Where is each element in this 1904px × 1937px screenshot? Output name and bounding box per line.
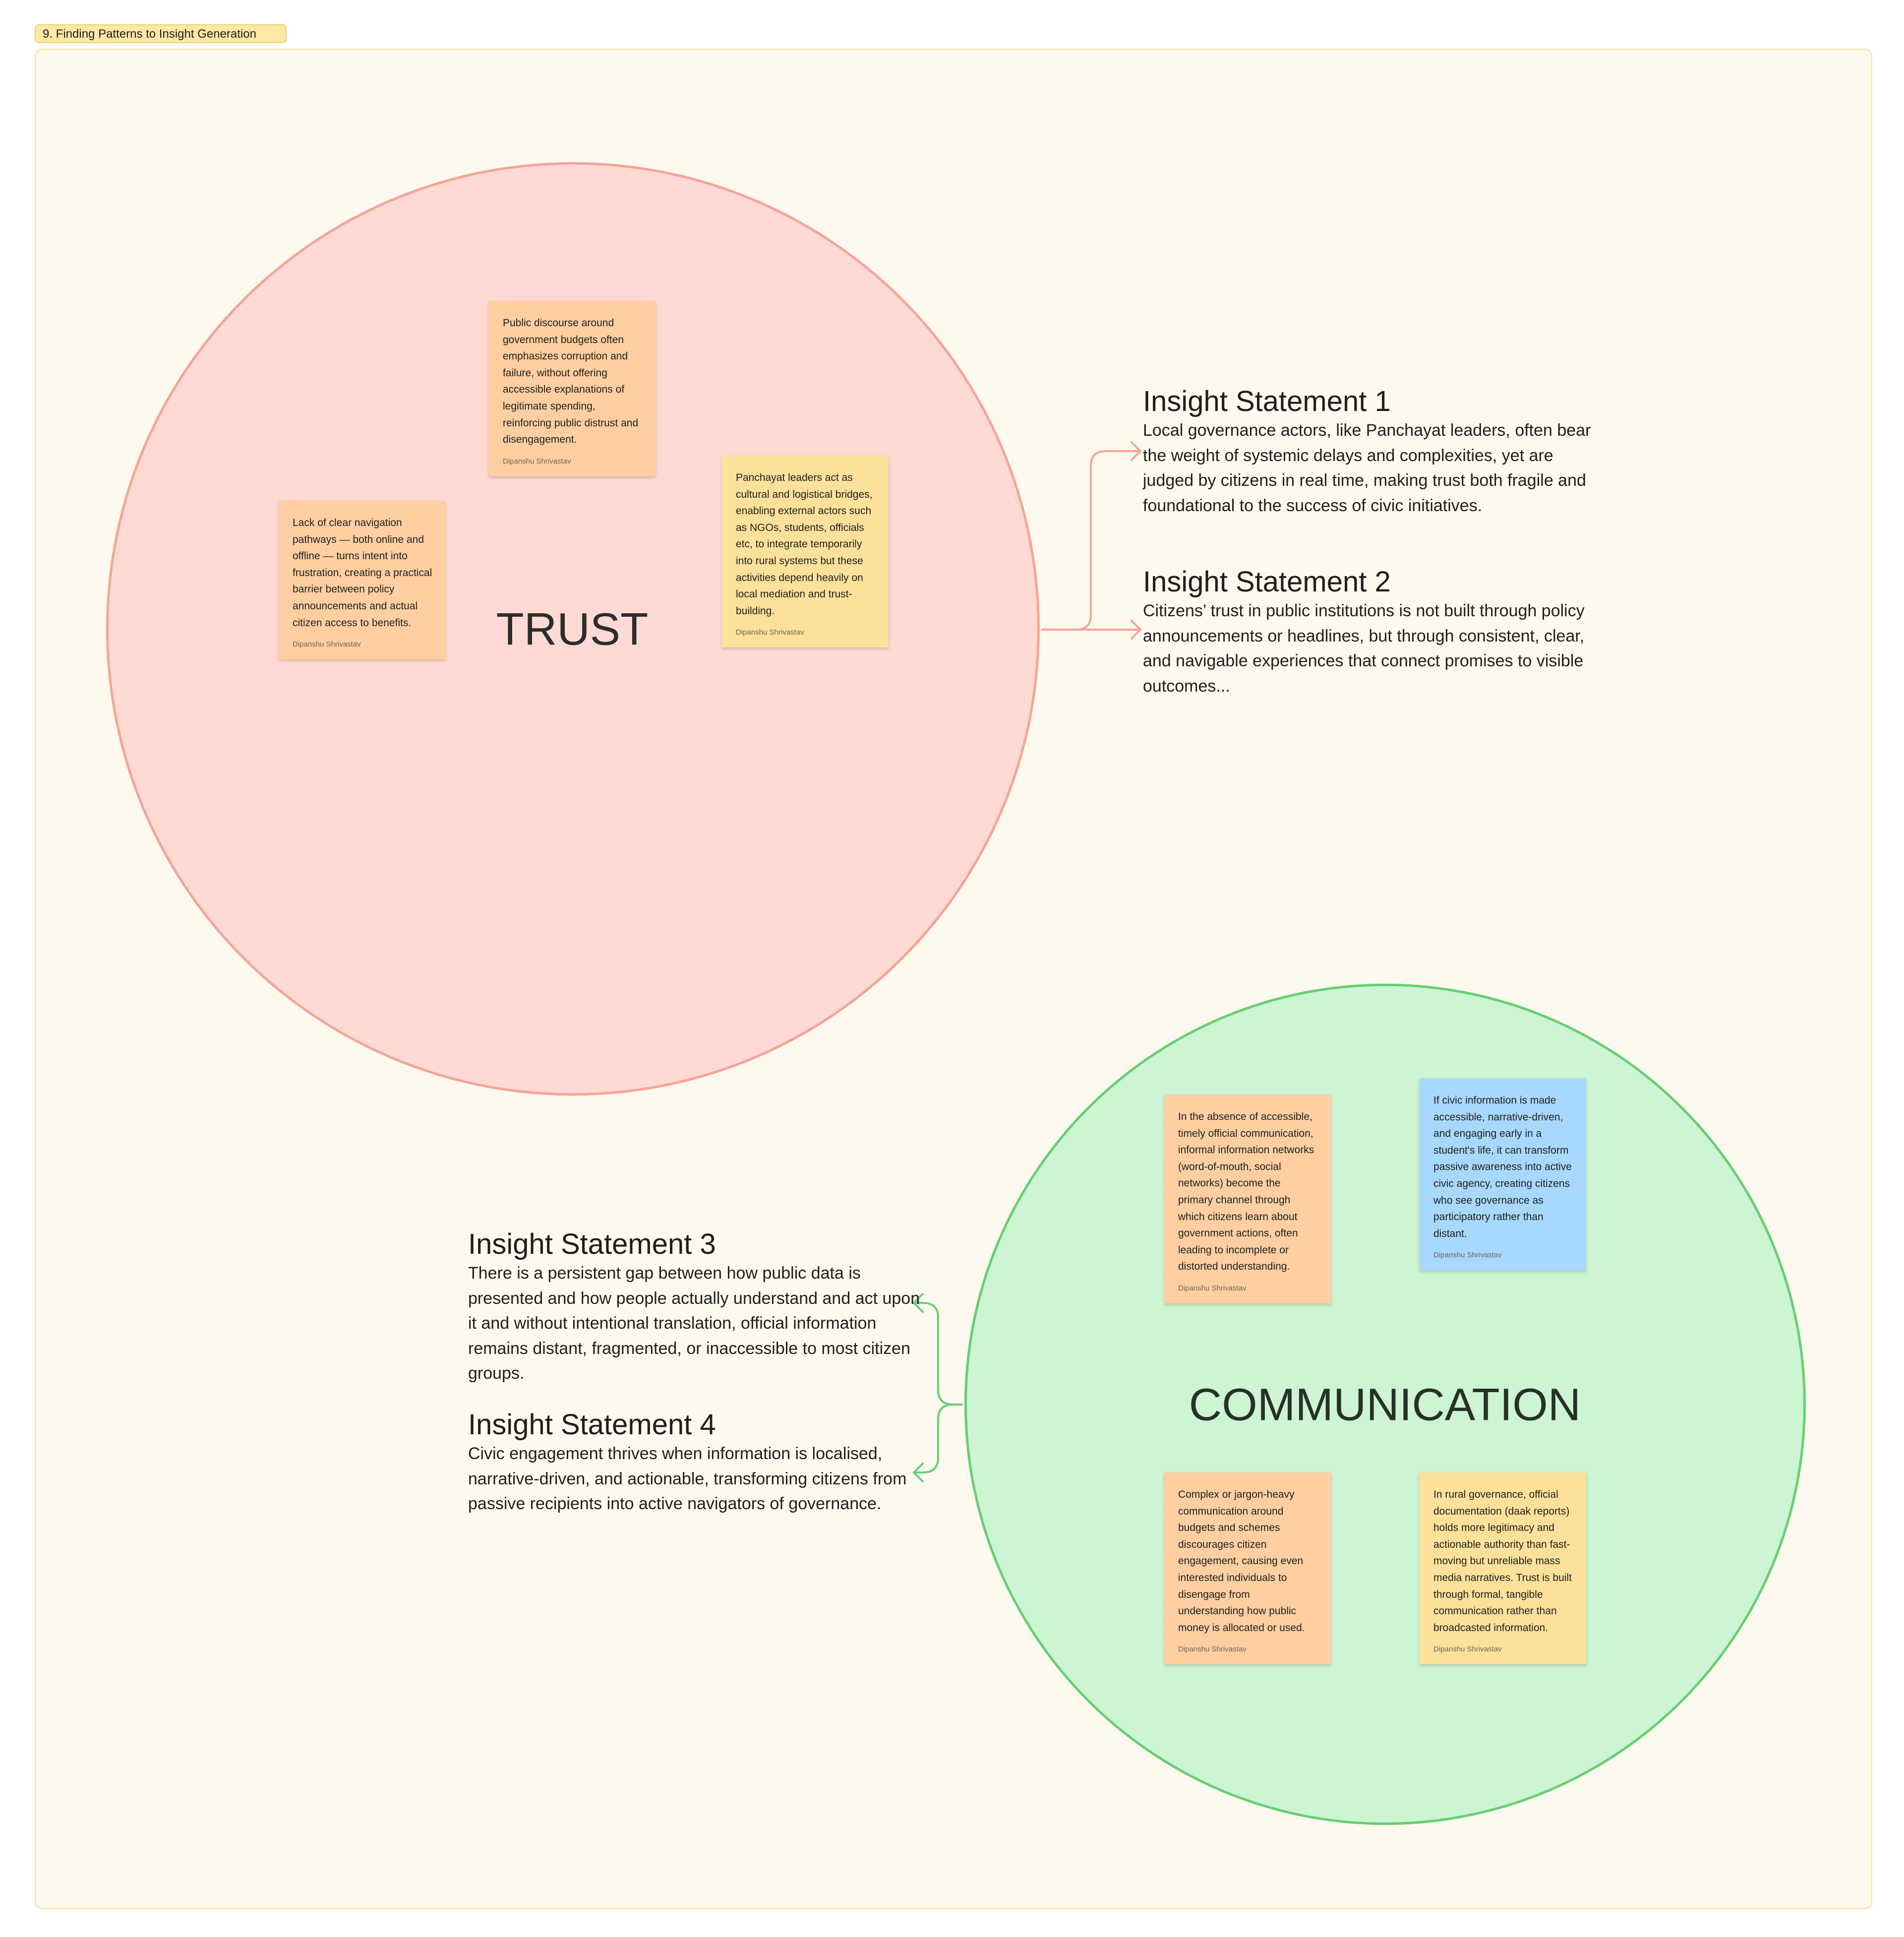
sticky-note-text: Lack of clear navigation pathways — both online and offline — turns intent into frustration, creating a practical barrier between policy announcements and actual citizen access to benefits.: [293, 517, 432, 629]
insight-statement[interactable]: [468, 1409, 924, 1517]
sticky-note-text: Public discourse around government budgets often emphasizes corruption and failure, without offering accessible explanations of legitimate spending, reinforcing public distrust and disengagement.: [503, 317, 639, 446]
insight-title: Insight Statement 3: [468, 1228, 716, 1260]
sticky-note-author: Dipanshu Shrivastav: [503, 457, 571, 466]
sticky-note[interactable]: [1420, 1078, 1586, 1270]
frame-label[interactable]: 9. Finding Patterns to Insight Generation: [35, 24, 287, 43]
sticky-note-text: Complex or jargon-heavy communication around budgets and schemes discourages citizen engagement, causing even interested individuals to disengage from understanding how public money is allocated or used.: [1178, 1489, 1305, 1634]
sticky-note-text: In the absence of accessible, timely official communication, informal information networks (word-of-mouth, social networks) become the primary channel through which citizens learn about government actions, often leading to incomplete or distorted understanding.: [1178, 1111, 1314, 1273]
sticky-note[interactable]: [279, 501, 445, 659]
sticky-note-author: Dipanshu Shrivastav: [1178, 1284, 1247, 1292]
insight-statement[interactable]: [468, 1228, 924, 1386]
insight-title: Insight Statement 2: [1143, 566, 1391, 598]
sticky-note-text: Panchayat leaders act as cultural and logistical bridges, enabling external actors such as NGOs, students, officials etc, to integrate temporarily into rural systems but these activities depend heavily on local mediation and trust-building.: [736, 472, 873, 617]
sticky-note-text: If civic information is made accessible, narrative-driven, and engaging early in a student's life, it can transform passive awareness into active civic agency, creating citizens who see governance as participatory rather than distant.: [1433, 1095, 1572, 1239]
sticky-note-author: Dipanshu Shrivastav: [1178, 1645, 1247, 1654]
sticky-note-author: Dipanshu Shrivastav: [293, 640, 361, 649]
sticky-note[interactable]: [722, 456, 889, 647]
insight-title: Insight Statement 1: [1143, 385, 1391, 417]
insight-statement[interactable]: [1143, 566, 1599, 699]
sticky-note[interactable]: [1164, 1472, 1331, 1664]
insight-body: Citizens’ trust in public institutions is not built through policy announcements or headlines, but through consistent, clear, and navigable experiences that connect promises to visible outcomes...: [1143, 601, 1585, 696]
insight-statement[interactable]: [1143, 385, 1599, 518]
sticky-note-text: In rural governance, official documentation (daak reports) holds more legitimacy and actionable authority than fast-moving but unreliable mass media narratives. Trust is built through formal, tangible communication rather than broadcasted information.: [1433, 1489, 1572, 1634]
insight-body: There is a persistent gap between how public data is presented and how people actually understand and act upon it and without intentional translation, official information remains distant, fragmented, or inaccessible to most citizen groups.: [468, 1264, 920, 1383]
insight-body: Civic engagement thrives when information is localised, narrative-driven, and actionable, transforming citizens from passive recipients into active navigators of governance.: [468, 1444, 907, 1513]
communication-cluster-label[interactable]: COMMUNICATION: [1189, 1379, 1581, 1430]
sticky-note[interactable]: [1420, 1472, 1586, 1664]
insight-title: Insight Statement 4: [468, 1409, 716, 1441]
sticky-note-author: Dipanshu Shrivastav: [1433, 1645, 1502, 1654]
sticky-note-author: Dipanshu Shrivastav: [736, 628, 804, 637]
sticky-note-author: Dipanshu Shrivastav: [1433, 1251, 1502, 1260]
sticky-note[interactable]: [489, 301, 655, 476]
trust-cluster-label[interactable]: TRUST: [496, 604, 649, 655]
sticky-note[interactable]: [1164, 1095, 1331, 1303]
insight-body: Local governance actors, like Panchayat leaders, often bear the weight of systemic delays and complexities, yet are judged by citizens in real time, making trust both fragile and foundational to the success of civic initiatives.: [1143, 421, 1591, 515]
